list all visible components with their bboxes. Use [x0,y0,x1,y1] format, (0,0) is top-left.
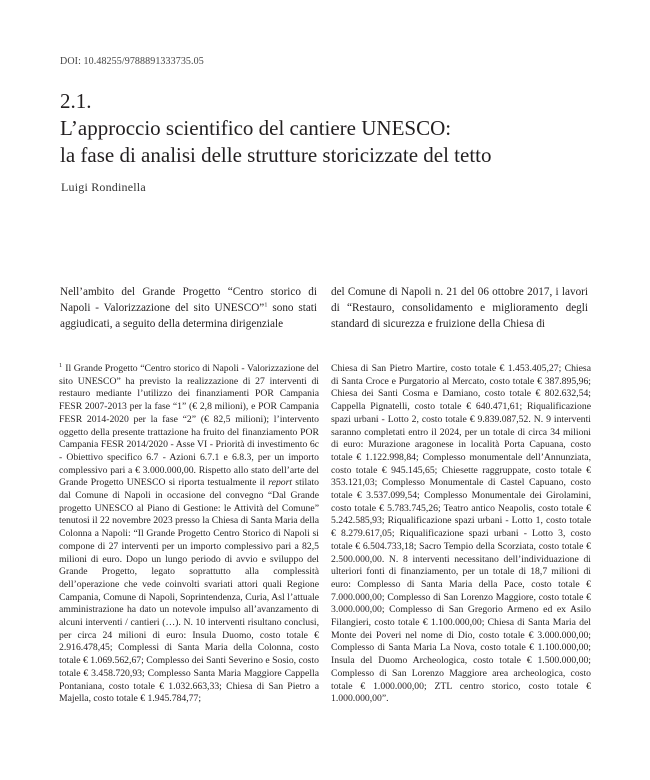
body-text-segment: Nell’ambito del Grande Progetto “Centro storico di Napoli - Valorizzazione del sito UNESCO” [60,286,317,314]
section-number: 2.1. [60,89,92,113]
body-paragraph [60,285,317,332]
footnote-left-column [59,363,319,706]
body-text-right-column [331,285,588,332]
body-paragraph-continued: del Comune di Napoli n. 21 del 06 ottobre 2017, i lavori di “Restauro, consolidamento e miglioramento degli standard di sicurezza e fruizione della Chiesa di [331,286,588,330]
footnote-number: 1 [59,361,63,369]
section-heading [60,88,620,169]
footnote-text-segment: stilato dal Comune di Napoli in occasione del convegno “Dal Grande progetto UNESCO al Piano di Gestione: le Attività del Comune” tenutosi il 22 novembre 2023 presso la Chiesa di Santa Maria della Colonna a Napoli: “Il Grande Progetto Centro Storico di Napoli si compone di 27 interventi per un importo complessivo pari a 82,5 milioni di euro. Dopo un lungo periodo di avvio e sviluppo del Grande Progetto, legato soprattutto alla complessità dell’operazione che vede coinvolti svariati attori quali Regione Campania, Comune di Napoli, Soprintendenza, Curia, Asl l’attuale amministrazione ha dato un notevole impulso all’avanzamento di alcuni interventi / cantieri (…). N. 10 interventi risultano conclusi, per circa 24 milioni di euro: Insula Duomo, costo totale € 2.916.478,45; Complessi di Santa Maria della Colonna, costo totale € 1.069.562,67; Complesso dei Santi Severino e Sosio, costo totale € 3.458.720,93; Complesso Santa Maria Maggiore Cappella Pontaniana, costo totale € 1.032.663,33; Chiesa di San Pietro a Majella, costo totale € 1.945.784,77; [59,477,319,705]
footnote-text-continued: Chiesa di San Pietro Martire, costo totale € 1.453.405,27; Chiesa di Santa Croce e Purgatorio al Mercato, costo totale € 387.895,96; Chiesa dei Santi Cosma e Damiano, costo totale € 802.632,54; Cappella Pignatelli, costo totale € 640.471,61; Riqualificazione spazi urbani - Lotto 2, costo totale € 9.839.087,52. N. 9 interventi saranno completati entro il 2024, per un totale di circa 34 milioni di euro: Murazione aragonese in località Porta Capuana, costo totale € 1.122.998,84; Complesso monumentale dell’Annunziata, costo totale € 945.145,65; Chiesette raggruppate, costo totale € 353.121,03; Complesso Monumentale di Castel Capuano, costo totale € 3.537.099,54; Complesso Monumentale dei Girolamini, costo totale € 5.783.745,26; Teatro antico Neapolis, costo totale € 5.242.585,93; Riqualificazione spazi urbani - Lotto 1, costo totale € 8.279.617,05; Riqualificazione spazi urbani - Lotto 3, costo totale € 6.504.733,18; Sacro Tempio della Scorziata, costo totale € 2.500.000,00. N. 8 interventi necessitano dell’individuazione di ulteriori fonti di finanziamento, per un totale di 18,7 milioni di euro: Complesso di Santa Maria della Pace, costo totale € 7.000.000,00; Complesso di San Lorenzo Maggiore, costo totale € 3.000.000,00; Complesso di San Gregorio Armeno ed ex Asilo Filangieri, costo totale € 1.100.000,00; Chiesa di Santa Maria del Monte dei Poveri nel nome di Dio, costo totale € 3.000.000,00; Complesso di Santa Maria La Nova, costo totale € 1.100.000,00; Insula del Duomo Archeologica, costo totale € 1.500.000,00; Complesso di San Lorenzo Maggiore area archeologica, costo totale € 1.000.000,00; ZTL centro storico, costo totale € 1.000.000,00”. [331,363,591,705]
doi-label: DOI: 10.48255/9788891333735.05 [60,56,204,67]
section-title-line-1: L’approccio scientifico del cantiere UNESCO: [60,116,452,140]
footnote-right-column [331,363,591,706]
footnote-italic-term: report [268,477,293,489]
body-text-segment: sono stati aggiudicati, a seguito della determina dirigenziale [60,301,317,330]
footnote-reference[interactable]: 1 [264,301,268,309]
footnote-text [59,363,319,706]
section-title-line-2: la fase di analisi delle strutture storicizzate del tetto [60,143,492,167]
body-text-left-column [60,285,317,332]
footnote-text-segment: Il Grande Progetto “Centro storico di Napoli - Valorizzazione del sito UNESCO” ha previsto la realizzazione di 27 interventi di restauro mediante l’utilizzo dei finanziamenti POR Campania FESR 2007-2013 per la fase “1” (€ 2,8 milioni), e POR Campania FESR 2014-2020 per la fase “2” (€ 82,5 milioni); l’intervento oggetto della presente trattazione ha fruito del finanziamento POR Campania FESR 2014/2020 - Asse VI - Priorità di investimento 6c - Obiettivo specifico 6.7 - Azioni 6.7.1 e 6.8.3, per un importo complessivo pari a € 3.000.000,00. Rispetto allo stato dell’arte del Grande Progetto UNESCO si riporta testualmente il [59,363,319,489]
author-name: Luigi Rondinella [61,180,146,194]
